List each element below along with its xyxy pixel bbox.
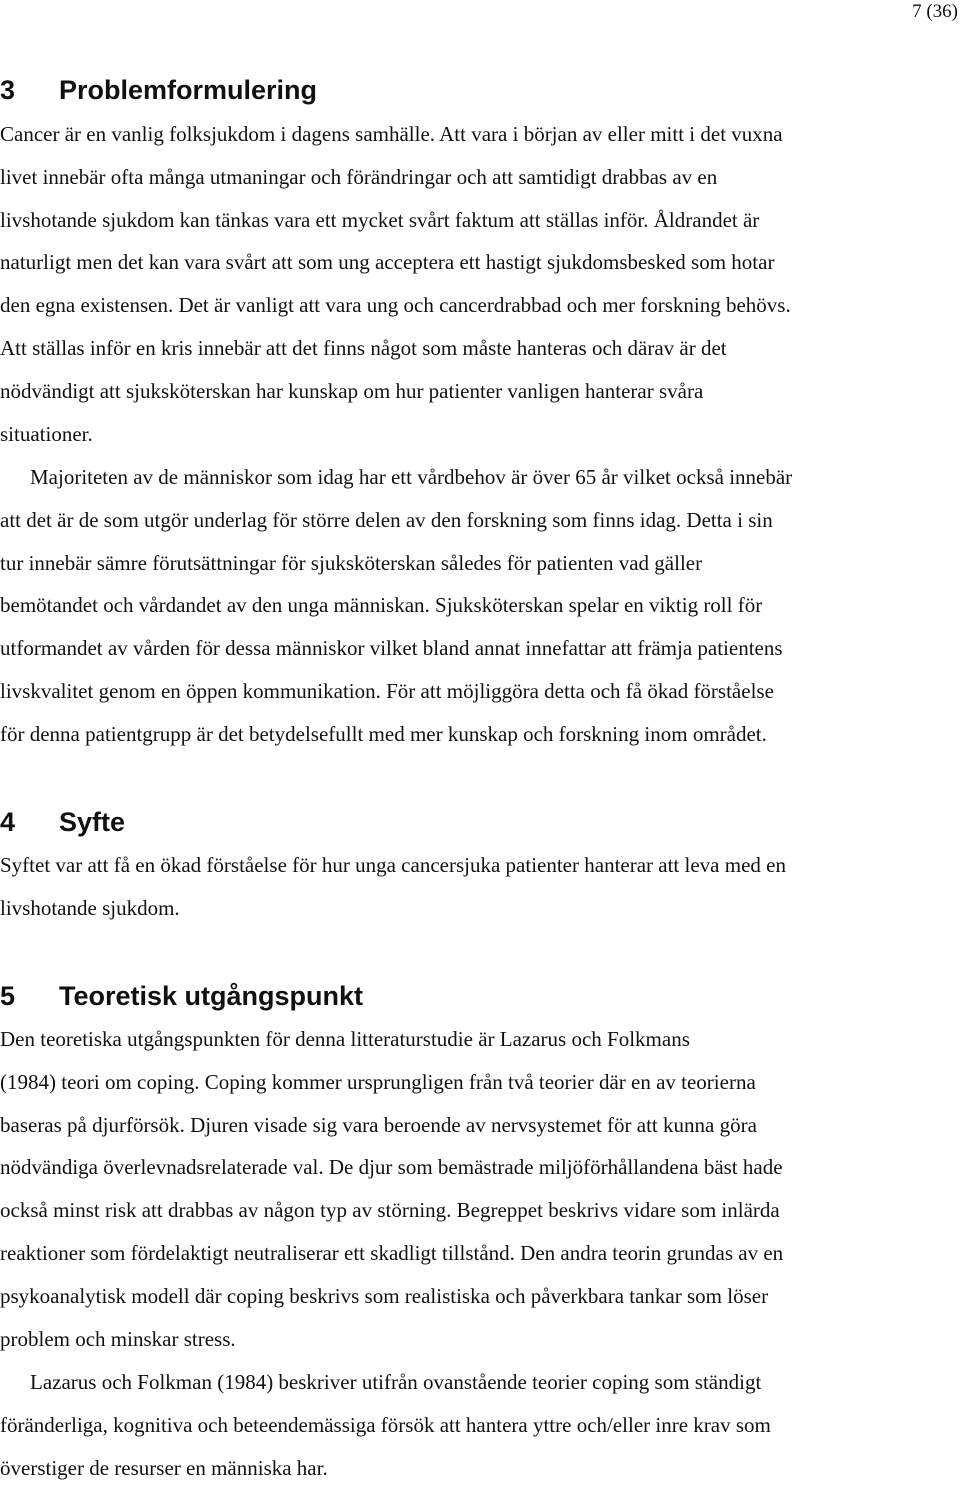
text-line: föränderliga, kognitiva och beteendemässiga försök att hantera yttre och/eller inre krav som [0,1412,771,1437]
text-line: Lazarus och Folkman (1984) beskriver utifrån ovanstående teorier coping som ständigt [30,1370,762,1394]
text-line: tur innebär sämre förutsättningar för sjuksköterskan således för patienten vad gäller [0,550,703,575]
text-line: naturligt men det kan vara svårt att som ung acceptera ett hastigt sjukdomsbesked som hotar [0,250,775,275]
text-line: baseras på djurförsök. Djuren visade sig vara beroende av nervsystemet för att kunna göra [0,1112,757,1137]
text-line: problem och minskar stress. [0,1326,236,1351]
text-line: Syftet var att få en ökad förståelse för hur unga cancersjuka patienter hanterar att leva med en [0,853,786,877]
text-line: Cancer är en vanlig folksjukdom i dagens samhälle. Att vara i början av eller mitt i det vuxna [0,122,783,146]
text-line: situationer. [0,421,93,446]
text-line: psykoanalytisk modell där coping beskrivs som realistiska och påverkbara tankar som löser [0,1283,769,1308]
paragraph [0,1018,940,1360]
section-number: 3 [0,75,16,105]
section-title: Syfte [59,807,126,837]
heading-syfte [0,806,125,838]
paragraph [0,113,940,455]
text-line: nödvändigt att sjuksköterskan har kunskap om hur patienter vanligen hanterar svåra [0,378,704,403]
text-line: (1984) teori om coping. Coping kommer ursprungligen från två teorier där en av teorierna [0,1069,756,1094]
text-line: Majoriteten av de människor som idag har ett vårdbehov är över 65 år vilket också innebär [30,465,793,489]
text-line: nödvändiga överlevnadsrelaterade val. De djur som bemästrade miljöförhållandena bäst hade [0,1155,783,1180]
paragraph [0,1361,940,1489]
text-line: överstiger de resurser en människa har. [0,1455,328,1480]
section-number: 5 [0,981,16,1011]
text-line: livet innebär ofta många utmaningar och förändringar och att samtidigt drabbas av en [0,164,718,189]
text-line: också minst risk att drabbas av någon typ av störning. Begreppet beskrivs vidare som inlärda [0,1198,780,1223]
text-line: den egna existensen. Det är vanligt att vara ung och cancerdrabbad och mer forskning behövs. [0,293,791,318]
text-line: för denna patientgrupp är det betydelsefullt med mer kunskap och forskning inom området. [0,721,767,746]
section-number: 4 [0,807,16,837]
text-line: livshotande sjukdom kan tänkas vara ett mycket svårt faktum att ställas inför. Åldrandet är [0,207,760,232]
paragraph [0,844,940,930]
text-line: livskvalitet genom en öppen kommunikation. För att möjliggöra detta och få ökad förståelse [0,678,774,703]
text-line: Den teoretiska utgångspunkten för denna litteraturstudie är Lazarus och Folkmans [0,1027,690,1051]
section-title: Teoretisk utgångspunkt [59,981,364,1011]
page-number: 7 (36) [912,1,958,22]
heading-teoretisk-utgangspunkt [0,980,363,1012]
text-line: att det är de som utgör underlag för större delen av den forskning som finns idag. Detta i sin [0,507,773,532]
text-line: utformandet av vården för dessa människor vilket bland annat innefattar att främja patientens [0,636,783,661]
paragraph [0,456,940,756]
text-line: Att ställas inför en kris innebär att det finns något som måste hanteras och därav är det [0,335,727,360]
text-line: reaktioner som fördelaktigt neutraliserar ett skadligt tillstånd. Den andra teorin grundas av en [0,1240,784,1265]
heading-problemformulering [0,74,317,106]
section-title: Problemformulering [59,75,318,105]
text-line: bemötandet och vårdandet av den unga människan. Sjuksköterskan spelar en viktig roll för [0,593,763,618]
text-line: livshotande sjukdom. [0,895,180,920]
